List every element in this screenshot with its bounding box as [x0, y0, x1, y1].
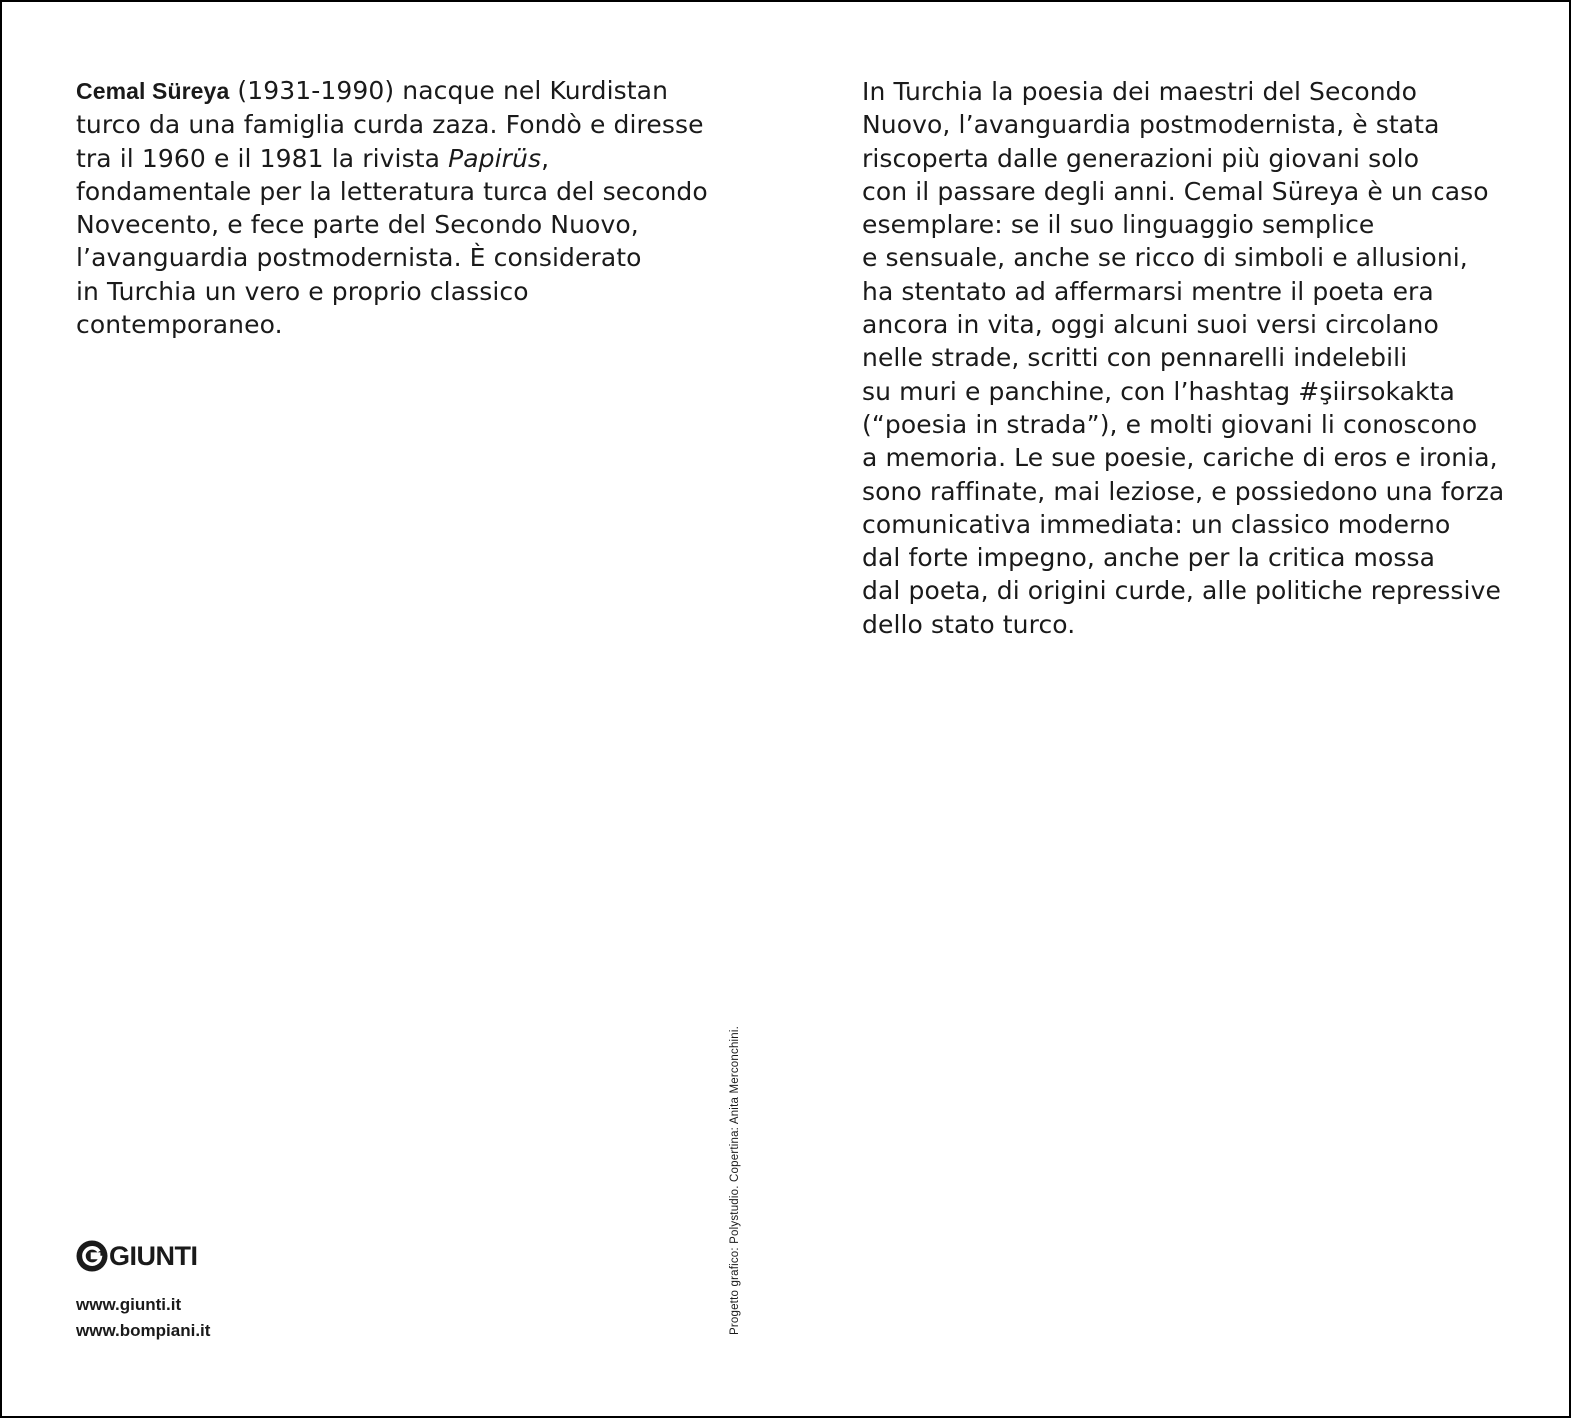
- description-line: comunicativa immediata: un classico moderno: [862, 509, 1451, 539]
- design-credit: Progetto grafico: Polystudio. Copertina: Anita Merconchini.: [729, 1025, 741, 1335]
- publisher-links: [76, 1292, 210, 1344]
- description-line: dal poeta, di origini curde, alle politiche repressive: [862, 576, 1501, 606]
- link-giunti[interactable]: www.giunti.it: [76, 1295, 182, 1314]
- description-line: Nuovo, l’avanguardia postmodernista, è stata: [862, 110, 1440, 140]
- bio-line: Cemal Süreya (1931-1990) nacque nel Kurdistan: [76, 76, 669, 105]
- description-line: dello stato turco.: [862, 609, 1076, 639]
- description-line: In Turchia la poesia dei maestri del Secondo: [862, 77, 1418, 106]
- description-line: a memoria. Le sue poesie, cariche di eros e ironia,: [862, 443, 1498, 473]
- description-line: nelle strade, scritti con pennarelli indelebili: [862, 343, 1408, 373]
- author-name: Cemal Süreya: [76, 78, 230, 104]
- publisher-logo: [76, 1240, 198, 1272]
- book-description: [862, 75, 1505, 641]
- author-bio: [76, 74, 716, 341]
- bio-line: turco da una famiglia curda zaza. Fondò e diresse: [76, 110, 704, 140]
- description-line: con il passare degli anni. Cemal Süreya è un caso: [862, 176, 1489, 206]
- description-line: ancora in vita, oggi alcuni suoi versi circolano: [862, 310, 1439, 340]
- bio-line: l’avanguardia postmodernista. È considerato: [76, 243, 642, 273]
- description-line: riscoperta dalle generazioni più giovani solo: [862, 143, 1420, 173]
- description-line: e sensuale, anche se ricco di simboli e allusioni,: [862, 243, 1468, 273]
- description-line: ha stentato ad affermarsi mentre il poeta era: [862, 276, 1434, 306]
- description-line: esemplare: se il suo linguaggio semplice: [862, 210, 1375, 240]
- bio-line: contemporaneo.: [76, 310, 283, 340]
- description-line: sono raffinate, mai leziose, e possiedono una forza: [862, 476, 1505, 506]
- description-line: su muri e panchine, con l’hashtag #şiirsokakta: [862, 376, 1455, 406]
- link-bompiani[interactable]: www.bompiani.it: [76, 1321, 211, 1340]
- magazine-title: Papirüs: [448, 143, 542, 173]
- description-line: (“poesia in strada”), e molti giovani li conoscono: [862, 409, 1478, 439]
- logo-wordmark: GIUNTI: [109, 1240, 198, 1271]
- bio-line: fondamentale per la letteratura turca del secondo: [76, 176, 708, 206]
- giunti-logo-icon: [76, 1240, 108, 1272]
- bio-line: tra il 1960 e il 1981 la rivista Papirüs,: [76, 143, 550, 173]
- bio-line: Novecento, e fece parte del Secondo Nuovo,: [76, 210, 639, 240]
- description-line: dal forte impegno, anche per la critica mossa: [862, 543, 1436, 573]
- bio-line: in Turchia un vero e proprio classico: [76, 276, 529, 306]
